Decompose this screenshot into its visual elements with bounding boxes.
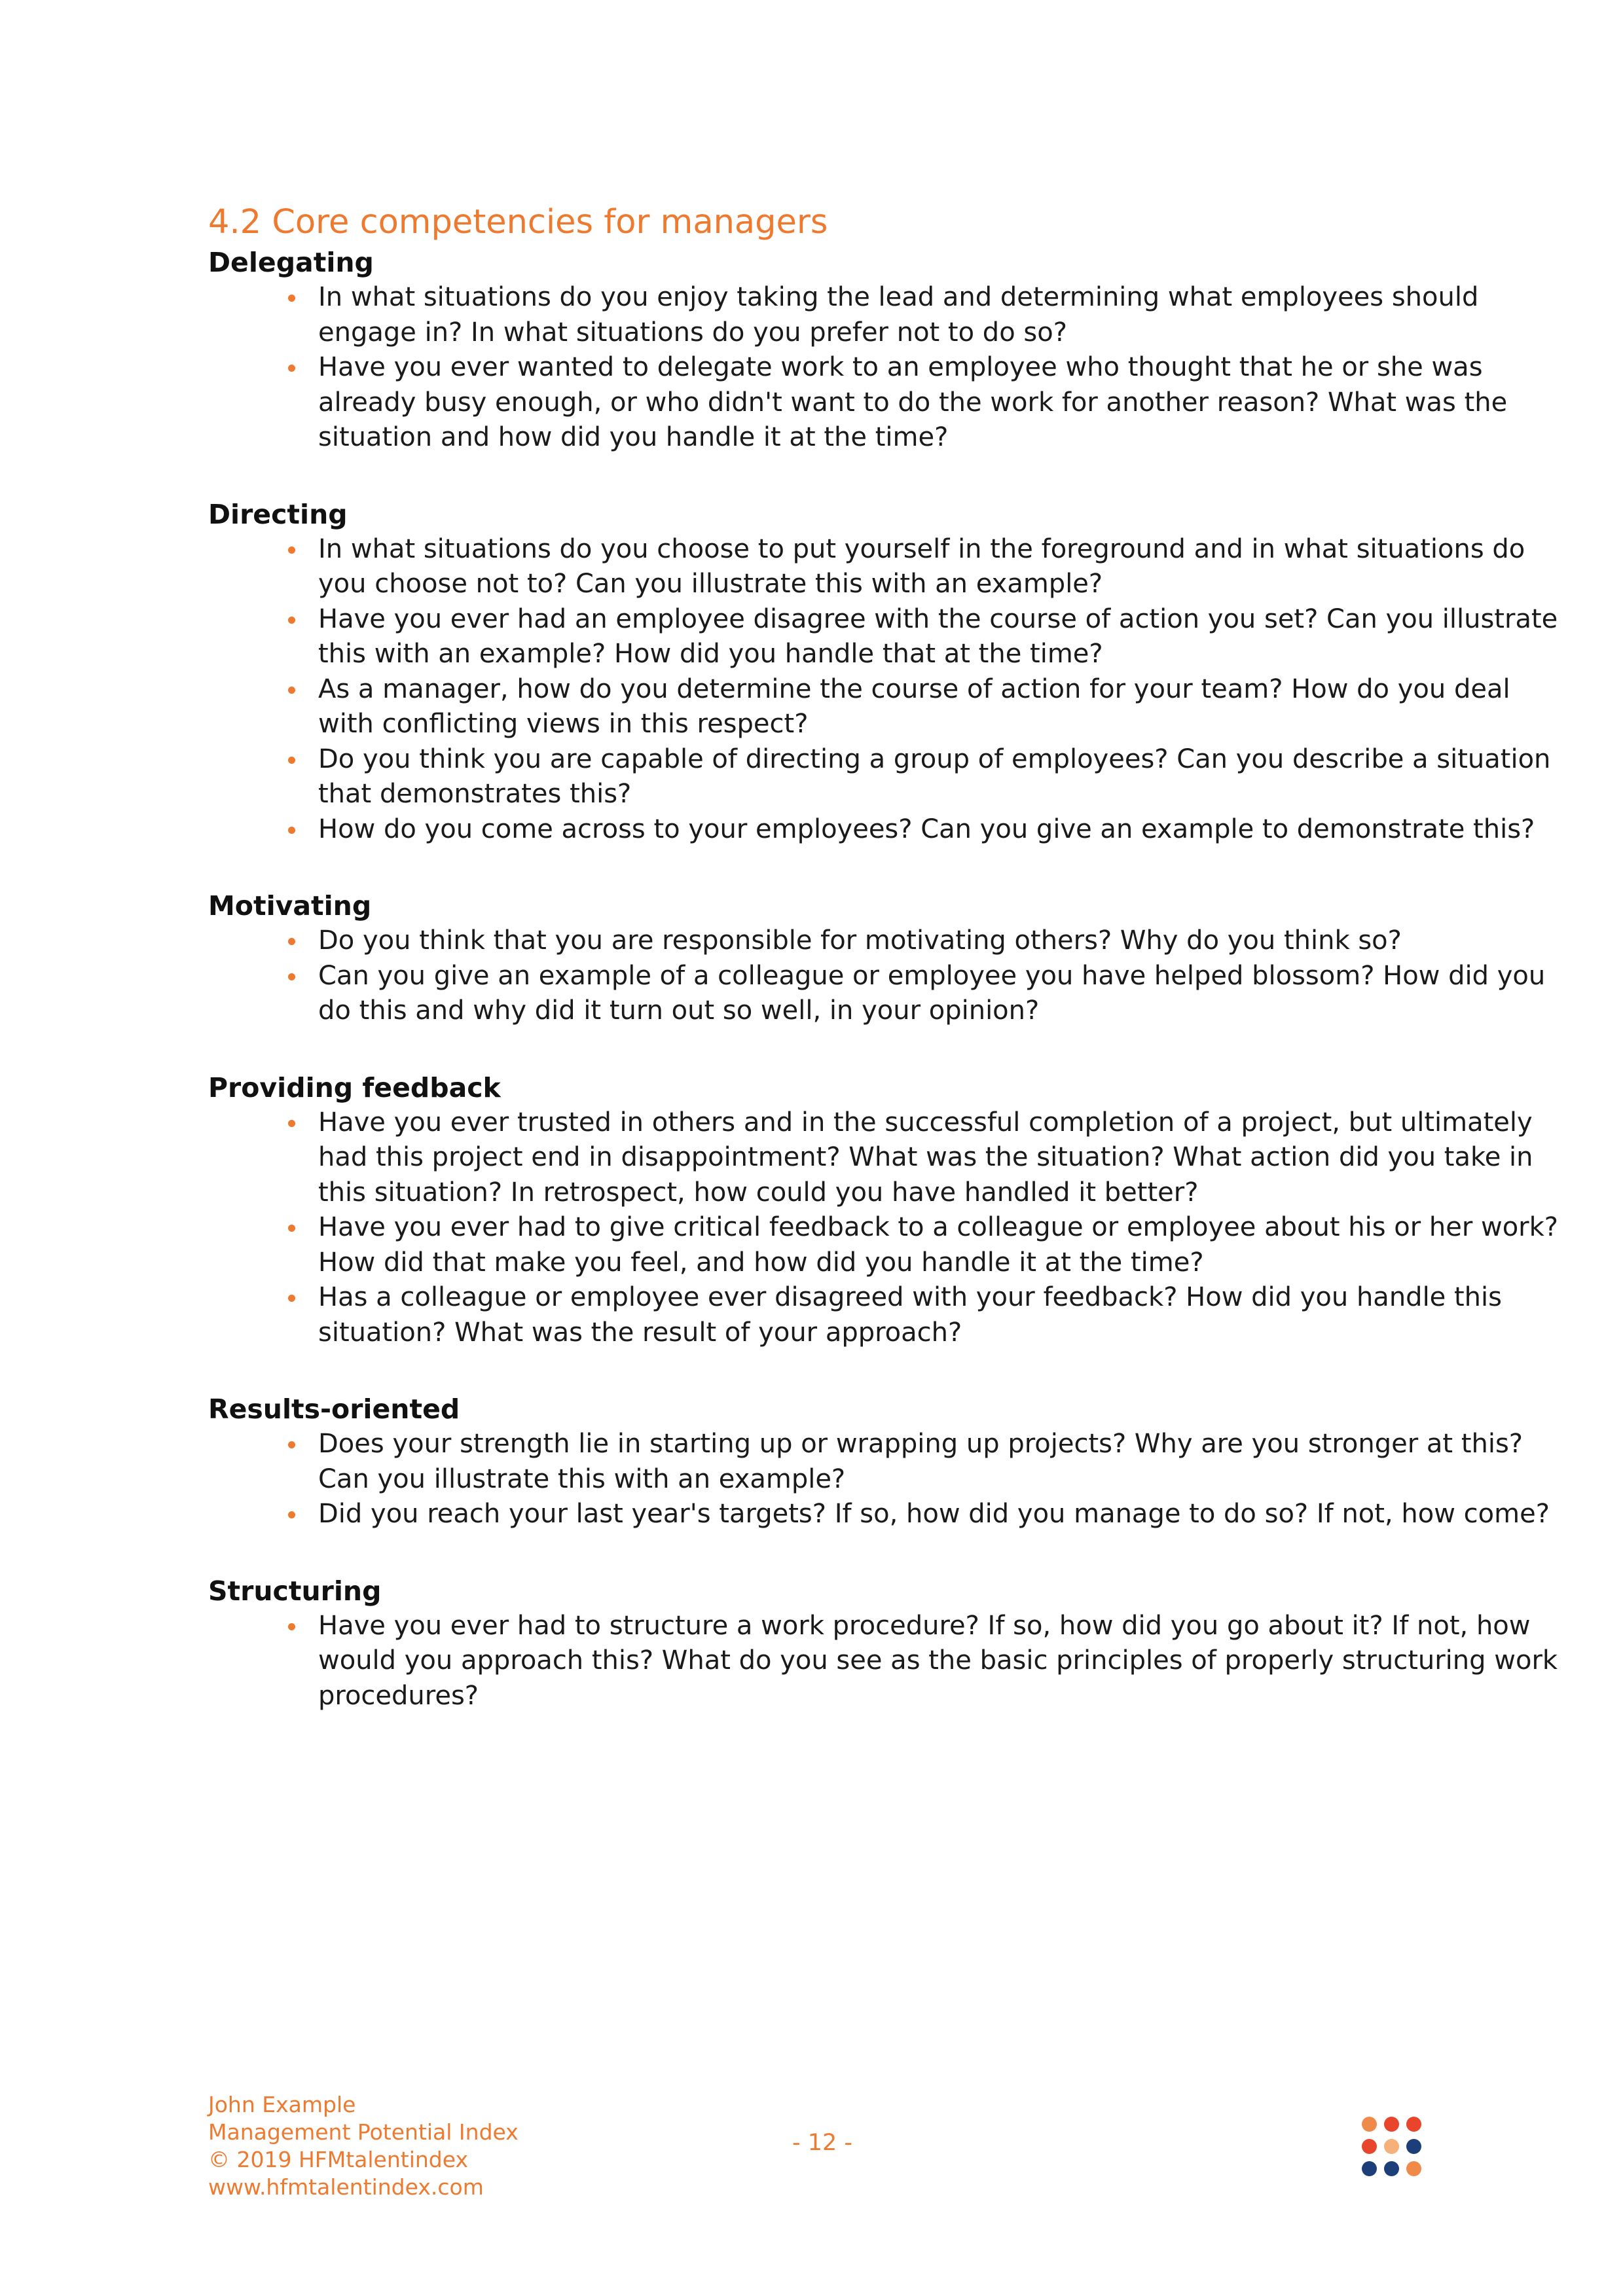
section-heading: Motivating xyxy=(208,890,372,922)
bullet-icon xyxy=(288,1225,295,1232)
list-item xyxy=(208,672,1562,742)
bullet-icon xyxy=(288,547,295,554)
competency-section xyxy=(208,1070,1559,1351)
question-text: In what situations do you enjoy taking the lead and determining what employees should engage in? In what situations do you prefer not to do so? xyxy=(318,282,1479,348)
section-heading: Delegating xyxy=(208,247,374,278)
section-heading: Results-oriented xyxy=(208,1393,460,1425)
question-text: In what situations do you choose to put yourself in the foreground and in what situations do you choose not to? Can you illustrate this with an example? xyxy=(318,533,1525,599)
logo-dot xyxy=(1362,2161,1377,2176)
question-text: Do you think that you are responsible for motivating others? Why do you think so? xyxy=(318,925,1402,956)
page-title: 4.2 Core competencies for managers xyxy=(208,203,828,242)
bullet-icon xyxy=(288,757,295,764)
footer-website-link[interactable]: www.hfmtalentindex.com xyxy=(208,2174,484,2200)
question-list xyxy=(208,532,1558,848)
footer-report-name: Management Potential Index xyxy=(208,2119,519,2145)
list-item xyxy=(208,1427,1562,1497)
bullet-icon xyxy=(288,295,295,302)
question-text: As a manager, how do you determine the course of action for your team? How do you deal with conflicting views in this respect? xyxy=(318,673,1510,739)
list-item xyxy=(208,1280,1562,1350)
bullet-icon xyxy=(288,1295,295,1302)
question-text: Did you reach your last year's targets? If so, how did you manage to do so? If not, how come? xyxy=(318,1499,1550,1529)
question-list xyxy=(208,280,1508,456)
question-text: Does your strength lie in starting up or wrapping up projects? Why are you stronger at this? Can you illustrate this with an example? xyxy=(318,1429,1523,1494)
question-text: How do you come across to your employees? Can you give an example to demonstrate this? xyxy=(318,814,1535,844)
question-text: Has a colleague or employee ever disagreed with your feedback? How did you handle this situation? What was the result of your approach? xyxy=(318,1282,1502,1348)
bullet-icon xyxy=(288,1120,295,1127)
footer xyxy=(208,2091,519,2201)
list-item xyxy=(208,602,1562,672)
bullet-icon xyxy=(288,687,295,694)
competency-section xyxy=(208,1391,1550,1532)
bullet-icon xyxy=(288,617,295,624)
footer-copyright: © 2019 HFMtalentindex xyxy=(208,2147,468,2172)
bullet-icon xyxy=(288,827,295,834)
list-item xyxy=(208,924,1562,959)
bullet-icon xyxy=(288,1623,295,1630)
logo-dot xyxy=(1406,2139,1421,2154)
list-item xyxy=(208,1105,1562,1211)
section-heading: Directing xyxy=(208,498,348,530)
competency-section xyxy=(208,1573,1558,1714)
bullet-icon xyxy=(288,1511,295,1518)
question-list xyxy=(208,1609,1558,1714)
bullet-icon xyxy=(288,1441,295,1448)
list-item xyxy=(208,812,1562,848)
question-text: Have you ever had an employee disagree with the course of action you set? Can you illustrate this with an example? How did you handle that at the time? xyxy=(318,603,1558,669)
logo-dot xyxy=(1362,2139,1377,2154)
list-item xyxy=(208,959,1562,1029)
question-text: Have you ever wanted to delegate work to an employee who thought that he or she was already busy enough, or who didn't want to do the work for another reason? What was the situation and how did you handle it at the time? xyxy=(318,352,1508,452)
list-item xyxy=(208,1497,1562,1532)
question-text: Have you ever had to give critical feedback to a colleague or employee about his or her work? How did that make you feel, and how did you handle it at the time? xyxy=(318,1212,1559,1278)
list-item xyxy=(208,742,1562,812)
logo-dot xyxy=(1384,2139,1399,2154)
question-list xyxy=(208,1427,1550,1532)
question-text: Can you give an example of a colleague or employee you have helped blossom? How did you do this and why did it turn out so well, in your opinion? xyxy=(318,960,1546,1026)
logo-dot xyxy=(1362,2117,1377,2132)
question-list xyxy=(208,1105,1559,1351)
competency-section xyxy=(208,497,1558,848)
section-heading: Providing feedback xyxy=(208,1071,501,1103)
document-body xyxy=(208,245,1559,1755)
question-text: Have you ever trusted in others and in the successful completion of a project, but ultimately had this project end in disappointment? What was the situation? What action did you take in this situation? In retrospect, how could you have handled it better? xyxy=(318,1107,1533,1208)
hfm-logo-icon xyxy=(1362,2117,1427,2182)
logo-dot xyxy=(1384,2161,1399,2176)
logo-dot xyxy=(1384,2117,1399,2132)
list-item xyxy=(208,1210,1562,1280)
page-number: - 12 - xyxy=(792,2130,853,2156)
logo-dot xyxy=(1406,2117,1421,2132)
list-item xyxy=(208,280,1562,350)
question-text: Do you think you are capable of directing a group of employees? Can you describe a situation that demonstrates this? xyxy=(318,744,1551,809)
question-text: Have you ever had to structure a work procedure? If so, how did you go about it? If not, how would you approach this? What do you see as the basic principles of properly structuring work procedures? xyxy=(318,1610,1558,1711)
logo-dot xyxy=(1406,2161,1421,2176)
competency-section xyxy=(208,888,1546,1029)
section-heading: Structuring xyxy=(208,1575,382,1607)
bullet-icon xyxy=(288,973,295,980)
list-item xyxy=(208,1609,1562,1714)
list-item xyxy=(208,532,1562,602)
list-item xyxy=(208,350,1562,456)
bullet-icon xyxy=(288,938,295,945)
bullet-icon xyxy=(288,365,295,372)
footer-candidate-name: John Example xyxy=(208,2092,356,2117)
question-list xyxy=(208,924,1546,1029)
competency-section xyxy=(208,245,1508,456)
